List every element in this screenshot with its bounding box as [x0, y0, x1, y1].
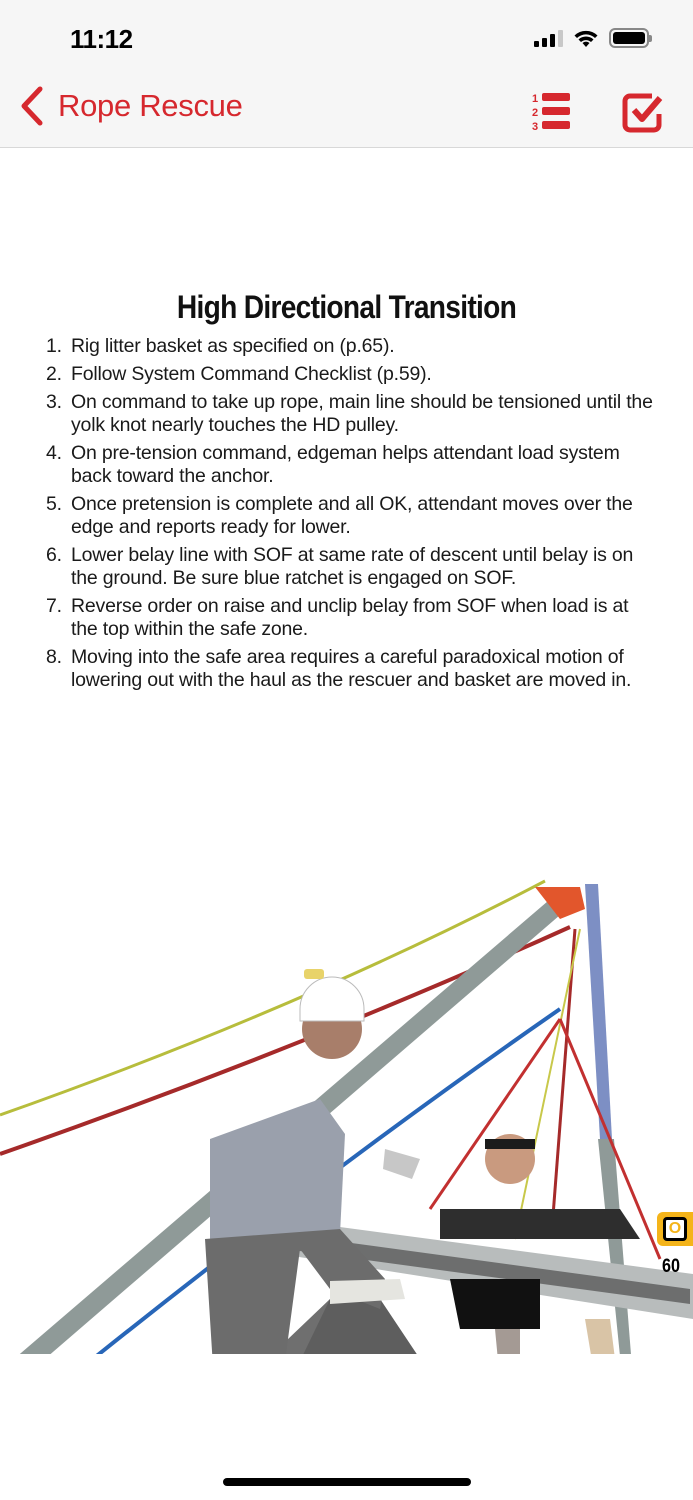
cellular-signal-icon: [534, 29, 563, 47]
step-item: [46, 544, 656, 590]
step-number: 4.: [46, 442, 62, 464]
top-bar: [0, 0, 693, 148]
section-letter: O: [663, 1217, 687, 1241]
section-badge: [657, 1212, 693, 1246]
status-icons: [534, 28, 649, 48]
step-text: On pre-tension command, edgeman helps attendant load system back toward the anchor.: [71, 442, 620, 487]
step-number: 6.: [46, 544, 62, 566]
wifi-icon: [573, 28, 599, 48]
steps-list: [46, 335, 656, 697]
step-item: [46, 493, 656, 539]
checkbox-checked-icon: [622, 92, 664, 134]
step-item: [46, 646, 656, 692]
svg-text:1: 1: [532, 93, 539, 105]
step-text: On command to take up rope, main line should be tensioned until the yolk knot nearly touches the HD pulley.: [71, 391, 653, 436]
step-item: [46, 363, 656, 386]
step-number: 3.: [46, 391, 62, 413]
back-button[interactable]: [18, 86, 243, 126]
numbered-list-icon: [530, 90, 576, 134]
step-text: Follow System Command Checklist (p.59).: [71, 363, 432, 385]
nav-title: Rope Rescue: [58, 88, 243, 123]
table-of-contents-button[interactable]: [530, 90, 576, 139]
step-text: Once pretension is complete and all OK, attendant moves over the edge and reports ready for lower.: [71, 493, 633, 538]
home-indicator[interactable]: [223, 1478, 471, 1486]
step-number: 1.: [46, 335, 62, 357]
svg-text:3: 3: [532, 121, 539, 133]
step-number: 5.: [46, 493, 62, 515]
step-number: 8.: [46, 646, 62, 668]
battery-icon: [609, 28, 649, 48]
checklist-button[interactable]: [622, 92, 664, 139]
svg-text:2: 2: [532, 107, 539, 119]
high-directional-rescue-illustration: [0, 729, 693, 1354]
step-item: [46, 391, 656, 437]
step-text: Moving into the safe area requires a careful paradoxical motion of lowering out with the haul as the rescuer and basket are moved in.: [71, 646, 632, 691]
step-number: 2.: [46, 363, 62, 385]
chevron-left-icon: [18, 86, 46, 126]
step-text: Lower belay line with SOF at same rate of descent until belay is on the ground. Be sure blue ratchet is engaged on SOF.: [71, 544, 634, 589]
page-title: High Directional Transition: [176, 289, 517, 325]
step-item: [46, 442, 656, 488]
step-item: [46, 335, 656, 358]
step-number: 7.: [46, 595, 62, 617]
step-text: Rig litter basket as specified on (p.65).: [71, 335, 395, 357]
step-text: Reverse order on raise and unclip belay from SOF when load is at the top within the safe zone.: [71, 595, 629, 640]
status-time: 11:12: [70, 24, 133, 54]
step-item: [46, 595, 656, 641]
page-number: 60: [662, 1256, 680, 1277]
